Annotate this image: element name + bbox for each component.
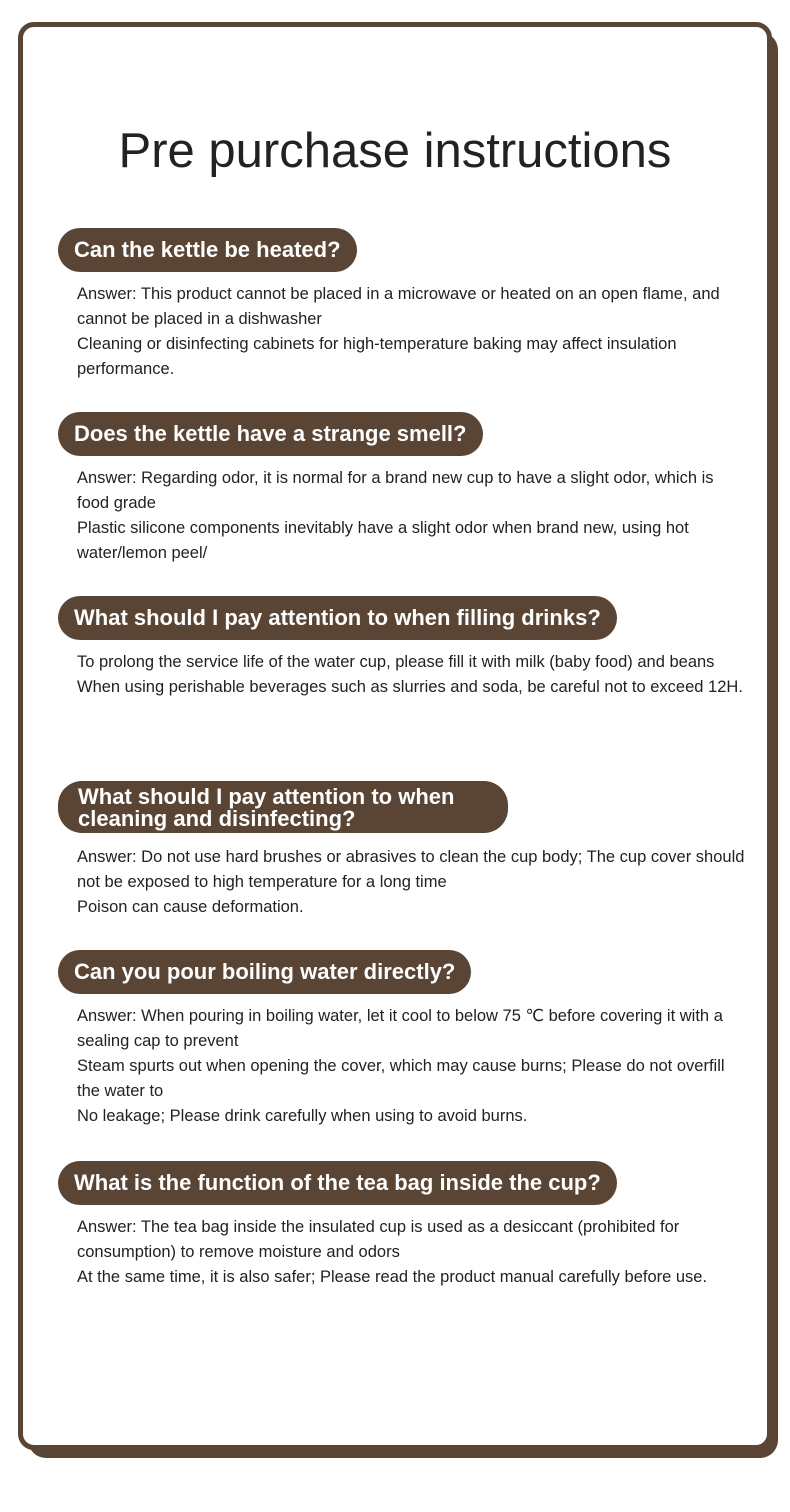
answer-line: Cleaning or disinfecting cabinets for high-temperature baking may affect insulation performance. bbox=[77, 335, 677, 378]
question-pill: What is the function of the tea bag inside the cup? bbox=[58, 1161, 617, 1205]
question-pill: Can you pour boiling water directly? bbox=[58, 950, 471, 994]
question-pill: Can the kettle be heated? bbox=[58, 228, 357, 272]
answer-text bbox=[77, 1215, 748, 1290]
question-pill: What should I pay attention to when cleaning and disinfecting? bbox=[58, 781, 508, 833]
answer-line: To prolong the service life of the water cup, please fill it with milk (baby food) and beans bbox=[77, 653, 715, 671]
answer-line: Poison can cause deformation. bbox=[77, 898, 304, 916]
page-title: Pre purchase instructions bbox=[118, 124, 672, 178]
answer-line: Answer: This product cannot be placed in a microwave or heated on an open flame, and cannot be placed in a dishwasher bbox=[77, 285, 720, 328]
answer-line: Steam spurts out when opening the cover, which may cause burns; Please do not overfill the water to bbox=[77, 1057, 725, 1100]
answer-text bbox=[77, 282, 748, 382]
answer-text bbox=[77, 650, 748, 700]
answer-line: Answer: Regarding odor, it is normal for a brand new cup to have a slight odor, which is food grade bbox=[77, 469, 714, 512]
faq-item-heating bbox=[58, 228, 748, 382]
faq-item-tea-bag bbox=[58, 1161, 748, 1290]
question-pill: What should I pay attention to when filling drinks? bbox=[58, 596, 617, 640]
answer-line: No leakage; Please drink carefully when using to avoid burns. bbox=[77, 1107, 528, 1125]
answer-line: Plastic silicone components inevitably have a slight odor when brand new, using hot water/lemon peel/ bbox=[77, 519, 689, 562]
answer-line: Answer: When pouring in boiling water, let it cool to below 75 ℃ before covering it with a sealing cap to prevent bbox=[77, 1007, 723, 1050]
answer-text bbox=[77, 466, 748, 566]
faq-item-smell bbox=[58, 412, 748, 566]
faq-item-filling bbox=[58, 596, 748, 700]
answer-line: At the same time, it is also safer; Please read the product manual carefully before use. bbox=[77, 1268, 708, 1286]
answer-text bbox=[77, 845, 748, 920]
faq-item-boiling-water bbox=[58, 950, 748, 1129]
answer-text bbox=[77, 1004, 748, 1129]
answer-line: Answer: The tea bag inside the insulated cup is used as a desiccant (prohibited for consumption) to remove moisture and odors bbox=[77, 1218, 680, 1261]
faq-item-cleaning bbox=[58, 781, 748, 920]
question-pill: Does the kettle have a strange smell? bbox=[58, 412, 483, 456]
answer-line: When using perishable beverages such as slurries and soda, be careful not to exceed 12H. bbox=[77, 678, 743, 696]
answer-line: Answer: Do not use hard brushes or abrasives to clean the cup body; The cup cover should not be exposed to high temperature for a long time bbox=[77, 848, 745, 891]
